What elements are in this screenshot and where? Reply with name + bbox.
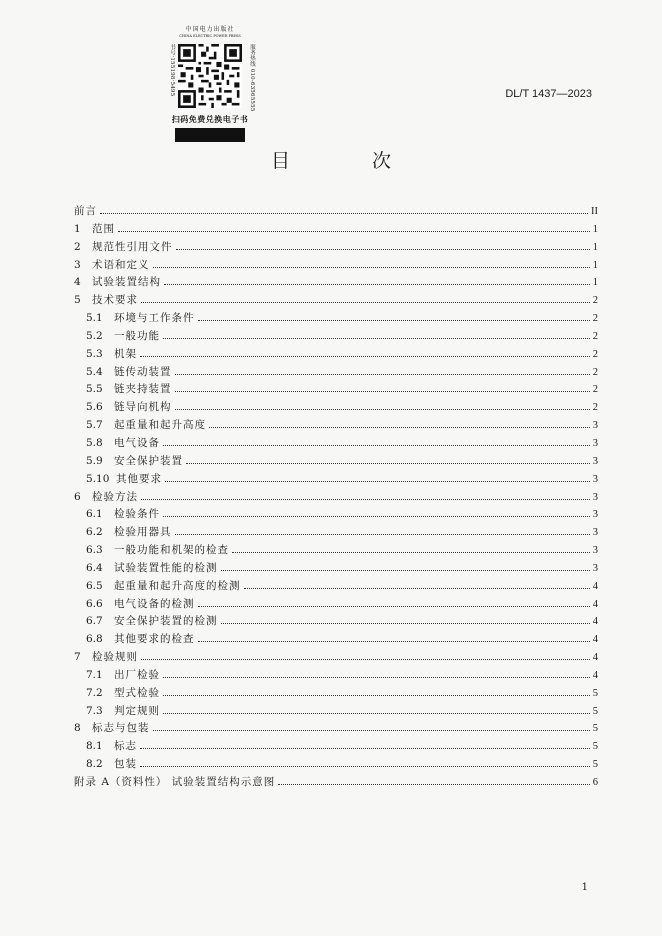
toc-entry-page: 2 [592, 330, 598, 342]
toc-entry[interactable] [74, 703, 598, 721]
toc-entry-page: 2 [592, 313, 598, 325]
toc-entry-label: 电气设备 [114, 436, 160, 449]
toc-entry-label: 判定规则 [114, 704, 160, 717]
toc-entry-number: 5.3 [86, 347, 103, 360]
toc-entry-page: 4 [592, 634, 598, 646]
toc-entry[interactable] [74, 399, 598, 417]
toc-entry-number: 7 [74, 651, 81, 664]
isbn-vertical-text: 书号·155198·5495 [169, 44, 175, 97]
toc-entry-number: 5.8 [86, 436, 103, 449]
toc-entry-number: 7.1 [86, 668, 103, 681]
toc-entry-label: 安全保护装置 [114, 454, 183, 467]
toc-entry-label: 标志 [114, 740, 137, 753]
toc-entry-page: 3 [592, 491, 598, 503]
toc-entry-page: 5 [592, 741, 598, 753]
toc-entry-number: 7.2 [86, 686, 103, 699]
toc-entry-number: 2 [74, 240, 81, 253]
toc-entry[interactable] [74, 417, 598, 435]
toc-entry-label: 检验规则 [92, 651, 138, 664]
toc-entry[interactable] [74, 310, 598, 328]
toc-entry-page: 1 [592, 241, 598, 253]
toc-entry-label: 环境与工作条件 [114, 312, 195, 325]
dot-leader [176, 248, 590, 250]
toc-entry-number: 6.1 [86, 508, 103, 521]
toc-entry-page: 3 [592, 545, 598, 557]
dot-leader [278, 783, 589, 785]
toc-entry-label: 附录 A（资料性） 试验装置结构示意图 [74, 776, 276, 788]
toc-entry[interactable] [74, 203, 598, 221]
toc-entry-label: 试验装置性能的检测 [114, 561, 218, 574]
toc-entry-number: 6.7 [86, 615, 103, 628]
dot-leader [100, 212, 588, 214]
toc-entry[interactable] [74, 667, 598, 685]
dot-leader [141, 301, 590, 303]
toc-entry-page: 5 [592, 705, 598, 717]
toc-entry[interactable] [74, 471, 598, 489]
toc-entry-page: 2 [592, 384, 598, 396]
toc-entry-number: 5.9 [86, 454, 103, 467]
toc-entry-label: 检验条件 [114, 508, 160, 521]
toc-entry-page: 2 [592, 366, 598, 378]
toc-entry-label: 出厂检验 [114, 668, 160, 681]
toc-entry-page: 4 [592, 652, 598, 664]
toc-entry-page: 1 [592, 223, 598, 235]
toc-entry-page: 4 [592, 616, 598, 628]
toc-entry-page: 2 [592, 402, 598, 414]
toc-entry[interactable] [74, 364, 598, 382]
toc-entry[interactable] [74, 560, 598, 578]
toc-entry[interactable] [74, 274, 598, 292]
toc-entry[interactable] [74, 381, 598, 399]
toc-entry-number: 5.4 [86, 365, 103, 378]
toc-entry-number: 1 [74, 222, 81, 235]
qr-code-block [169, 24, 255, 142]
toc-entry-number: 5.10 [86, 472, 110, 485]
toc-entry-page: 3 [592, 562, 598, 574]
dot-leader [153, 729, 590, 731]
toc-entry-page: 5 [592, 759, 598, 771]
dot-leader [164, 283, 590, 285]
toc-entry-number: 8.1 [86, 740, 103, 753]
page-number: 1 [581, 882, 588, 893]
toc-entry[interactable] [74, 631, 598, 649]
toc-entry[interactable] [74, 596, 598, 614]
toc-entry-number: 5.7 [86, 419, 103, 432]
toc-entry[interactable] [74, 328, 598, 346]
redacted-code-bar [175, 128, 245, 142]
toc-entry-number: 7.3 [86, 704, 103, 717]
dot-leader [163, 712, 590, 714]
toc-entry-page: 3 [592, 437, 598, 449]
toc-entry-number: 6.5 [86, 579, 103, 592]
dot-leader [244, 587, 590, 589]
toc-entry[interactable] [74, 239, 598, 257]
toc-entry[interactable] [74, 774, 598, 792]
toc-entry-number: 6.8 [86, 633, 103, 646]
toc-entry[interactable] [74, 489, 598, 507]
dot-leader [163, 515, 590, 517]
toc-entry[interactable] [74, 221, 598, 239]
dot-leader [141, 498, 590, 500]
toc-entry[interactable] [74, 720, 598, 738]
toc-entry-number: 5.2 [86, 329, 103, 342]
toc-entry-page: 6 [592, 777, 598, 788]
toc-entry[interactable] [74, 738, 598, 756]
toc-entry-number: 6.2 [86, 526, 103, 539]
dot-leader [175, 373, 590, 375]
toc-entry-number: 6.4 [86, 561, 103, 574]
dot-leader [165, 480, 590, 482]
toc-entry-page: 4 [592, 598, 598, 610]
toc-entry-page: 2 [592, 348, 598, 360]
toc-entry-page: 3 [592, 473, 598, 485]
toc-entry-label: 标志与包装 [92, 722, 150, 735]
page-title: 目 次 [270, 150, 430, 172]
dot-leader [163, 676, 590, 678]
toc-entry-number: 5.6 [86, 401, 103, 414]
toc-entry-label: 链传动装置 [114, 365, 172, 378]
toc-entry[interactable] [74, 506, 598, 524]
dot-leader [140, 747, 590, 749]
toc-entry-label: 其他要求的检查 [114, 633, 195, 646]
toc-entry-label: 规范性引用文件 [92, 240, 173, 253]
toc-entry[interactable] [74, 685, 598, 703]
qr-caption: 扫码免费兑换电子书 [171, 114, 249, 124]
toc-entry-page: 3 [592, 527, 598, 539]
toc-entry[interactable] [74, 453, 598, 471]
publisher-logo-text: 中国电力出版社 [185, 26, 235, 33]
dot-leader [198, 640, 590, 642]
toc-entry-number: 6.3 [86, 544, 103, 557]
qr-code-icon[interactable] [178, 44, 242, 108]
toc-entry[interactable] [74, 346, 598, 364]
publisher-english-name: CHINA ELECTRIC POWER PRESS [179, 34, 241, 38]
toc-entry-page: 5 [592, 687, 598, 699]
toc-entry-label: 包装 [114, 758, 137, 771]
standard-code: DL/T 1437—2023 [505, 88, 592, 100]
toc-entry[interactable] [74, 578, 598, 596]
dot-leader [232, 551, 590, 553]
toc-entry[interactable] [74, 292, 598, 310]
toc-entry-label: 术语和定义 [92, 258, 150, 271]
toc-entry-number: 3 [74, 258, 81, 271]
toc-entry-page: 3 [592, 420, 598, 432]
dot-leader [141, 658, 590, 660]
toc-entry-number: 6 [74, 490, 81, 503]
dot-leader [221, 569, 590, 571]
dot-leader [186, 462, 590, 464]
toc-entry-label: 一般功能 [114, 329, 160, 342]
toc-entry-label: 型式检验 [114, 686, 160, 699]
toc-entry-label: 检验方法 [92, 490, 138, 503]
dot-leader [175, 408, 590, 410]
dot-leader [140, 355, 590, 357]
toc-entry-page: 3 [592, 455, 598, 467]
toc-entry[interactable] [74, 524, 598, 542]
toc-entry-label: 电气设备的检测 [114, 597, 195, 610]
toc-entry-number: 5.1 [86, 312, 103, 325]
toc-entry[interactable] [74, 435, 598, 453]
dot-leader [163, 444, 590, 446]
table-of-contents [74, 203, 598, 792]
service-hotline-vertical-text: 服务热线 010-63565555 [249, 44, 255, 112]
dot-leader [221, 622, 590, 624]
toc-entry[interactable] [74, 649, 598, 667]
toc-entry-page: 1 [592, 277, 598, 289]
dot-leader [198, 605, 590, 607]
toc-entry-number: 4 [74, 276, 81, 289]
toc-entry-number: 8.2 [86, 758, 103, 771]
toc-entry-number: 6.6 [86, 597, 103, 610]
toc-entry-page: 4 [592, 669, 598, 681]
toc-entry[interactable] [74, 756, 598, 774]
toc-entry-number: 8 [74, 722, 81, 735]
toc-entry-page: 1 [592, 259, 598, 271]
dot-leader [209, 426, 590, 428]
toc-entry-number: 5 [74, 294, 81, 307]
toc-entry-label: 安全保护装置的检测 [114, 615, 218, 628]
toc-entry[interactable] [74, 613, 598, 631]
dot-leader [198, 319, 590, 321]
toc-entry-label: 技术要求 [92, 294, 138, 307]
dot-leader [140, 765, 590, 767]
toc-entry-page: 2 [592, 295, 598, 307]
toc-entry-label: 范围 [92, 222, 115, 235]
toc-entry[interactable] [74, 257, 598, 275]
toc-entry-label: 前言 [74, 205, 97, 217]
toc-entry-label: 检验用器具 [114, 526, 172, 539]
toc-entry-label: 链导向机构 [114, 401, 172, 414]
dot-leader [153, 266, 590, 268]
toc-entry-page: 3 [592, 509, 598, 521]
toc-entry-label: 一般功能和机架的检查 [114, 544, 229, 557]
toc-entry-label: 起重量和起升高度的检测 [114, 579, 241, 592]
dot-leader [118, 230, 590, 232]
toc-entry-label: 链夹持装置 [114, 383, 172, 396]
toc-entry-label: 机架 [114, 347, 137, 360]
toc-entry-label: 起重量和起升高度 [114, 419, 206, 432]
dot-leader [175, 533, 590, 535]
dot-leader [163, 337, 590, 339]
toc-entry[interactable] [74, 542, 598, 560]
toc-entry-page: II [591, 206, 598, 217]
toc-entry-page: 4 [592, 580, 598, 592]
dot-leader [175, 390, 590, 392]
toc-entry-label: 其他要求 [116, 472, 162, 485]
toc-entry-page: 5 [592, 723, 598, 735]
toc-entry-number: 5.5 [86, 383, 103, 396]
dot-leader [163, 694, 590, 696]
toc-entry-label: 试验装置结构 [92, 276, 161, 289]
